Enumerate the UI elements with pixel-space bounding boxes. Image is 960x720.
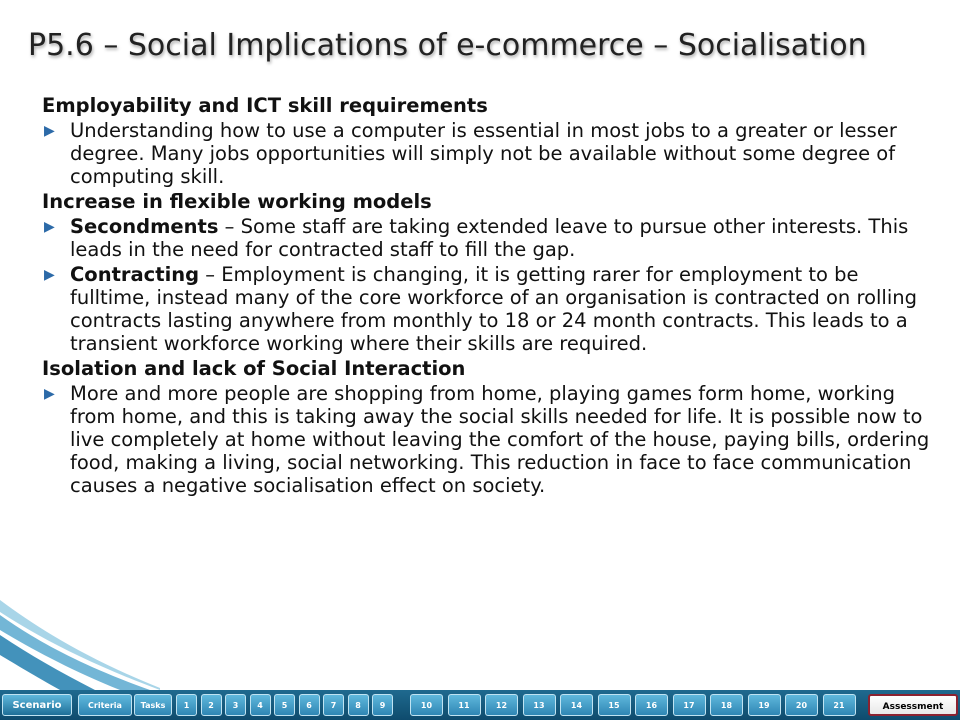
nav-page-15-button[interactable]: 15 (598, 694, 631, 716)
bottom-nav-bar (0, 690, 960, 720)
bullet-arrow-icon: ▶ (44, 123, 55, 139)
section-heading: Employability and ICT skill requirements (42, 94, 488, 117)
nav-page-13-button[interactable]: 13 (523, 694, 556, 716)
nav-page-9-button[interactable]: 9 (372, 694, 393, 716)
nav-page-19-button[interactable]: 19 (748, 694, 781, 716)
nav-page-21-button[interactable]: 21 (823, 694, 856, 716)
nav-page-3-button[interactable]: 3 (225, 694, 246, 716)
bullet-term: Secondments (70, 215, 219, 238)
bullet-item (42, 263, 932, 355)
nav-page-17-button[interactable]: 17 (673, 694, 706, 716)
slide-title: P5.6 – Social Implications of e-commerce – Socialisation (28, 28, 867, 63)
nav-page-8-button[interactable]: 8 (348, 694, 369, 716)
section-heading: Isolation and lack of Social Interaction (42, 357, 466, 380)
bullet-text: – Some staff are taking extended leave to pursue other interests. This leads in the need for contracted staff to fill the gap. (70, 215, 909, 261)
nav-page-2-button[interactable]: 2 (201, 694, 222, 716)
bullet-item (42, 382, 932, 497)
bullet-item (42, 119, 932, 188)
bullet-arrow-icon: ▶ (44, 267, 55, 283)
bullet-text: More and more people are shopping from home, playing games form home, working from home, and this is taking away the social skills needed for life. It is possible now to live completely at home without leaving the comfort of the house, paying bills, ordering food, making a living, social networking. This reduction in face to face communication causes a negative socialisation effect on society. (70, 382, 930, 497)
nav-page-12-button[interactable]: 12 (485, 694, 518, 716)
nav-page-10-button[interactable]: 10 (410, 694, 443, 716)
bullet-text: – Employment is changing, it is getting rarer for employment to be fulltime, instead many of the core workforce of an organisation is contracted on rolling contracts lasting anywhere from monthly to 18 or 24 month contracts. This leads to a transient workforce working where their skills are required. (70, 263, 917, 355)
nav-page-1-button[interactable]: 1 (176, 694, 197, 716)
bullet-term: Contracting (70, 263, 200, 286)
nav-criteria-button[interactable]: Criteria (78, 694, 132, 716)
nav-page-20-button[interactable]: 20 (785, 694, 818, 716)
bullet-arrow-icon: ▶ (44, 386, 55, 402)
slide-content (42, 94, 932, 499)
nav-page-11-button[interactable]: 11 (448, 694, 481, 716)
nav-tasks-button[interactable]: Tasks (134, 694, 172, 716)
nav-scenario-button[interactable]: Scenario (2, 694, 72, 716)
decorative-swoosh (0, 560, 160, 690)
nav-page-16-button[interactable]: 16 (635, 694, 668, 716)
nav-page-4-button[interactable]: 4 (250, 694, 271, 716)
section-heading: Increase in flexible working models (42, 190, 432, 213)
nav-assessment-button[interactable]: Assessment (868, 694, 958, 716)
bullet-item (42, 215, 932, 261)
nav-page-6-button[interactable]: 6 (299, 694, 320, 716)
bullet-text: Understanding how to use a computer is essential in most jobs to a greater or lesser degree. Many jobs opportunities will simply not be available without some degree of computing skill. (70, 119, 897, 188)
nav-page-5-button[interactable]: 5 (274, 694, 295, 716)
nav-page-14-button[interactable]: 14 (560, 694, 593, 716)
bullet-arrow-icon: ▶ (44, 219, 55, 235)
nav-page-7-button[interactable]: 7 (323, 694, 344, 716)
nav-page-18-button[interactable]: 18 (710, 694, 743, 716)
